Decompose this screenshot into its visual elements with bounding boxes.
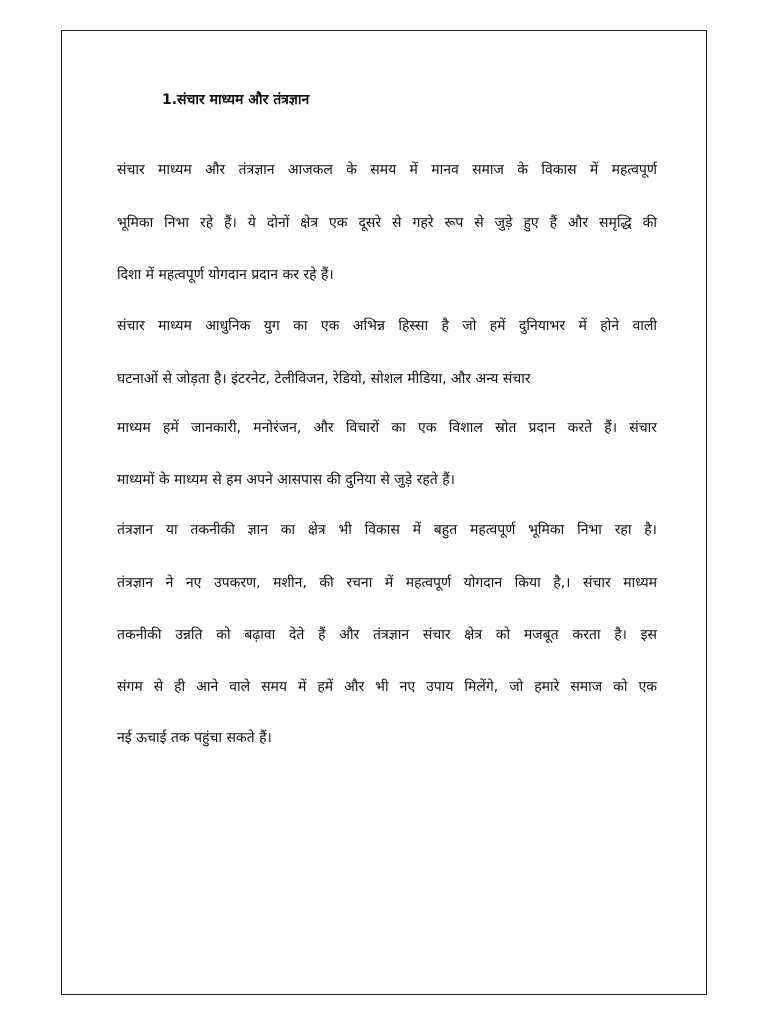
paragraph-line: तकनीकी उन्नति को बढ़ावा देते हैं और तंत्रज्ञान संचार क्षेत्र को मजबूत करता है। इस (117, 627, 657, 643)
paragraph-line: नई ऊचाई तक पहुंचा सकते हैं। (117, 730, 272, 746)
paragraph-line: तंत्रज्ञान या तकनीकी ज्ञान का क्षेत्र भी विकास में बहुत महत्वपूर्ण भूमिका निभा रहा है। (117, 522, 657, 538)
paragraph-line: भूमिका निभा रहे हैं। ये दोनों क्षेत्र एक दूसरे से गहरे रूप से जुड़े हुए हैं और समृद्धि की (117, 215, 657, 231)
paragraph-line: तंत्रज्ञान ने नए उपकरण, मशीन, की रचना में महत्वपूर्ण योगदान किया है,। संचार माध्यम (117, 575, 657, 591)
paragraph-line: घटनाओं से जोड़ता है। इंटरनेट, टेलीविजन, रेडियो, सोशल मीडिया, और अन्य संचार (117, 371, 531, 387)
paragraph-line: संचार माध्यम आधुनिक युग का एक अभिन्न हिस्सा है जो हमें दुनियाभर में होने वाली (117, 318, 657, 334)
paragraph-line: माध्यमों के माध्यम से हम अपने आसपास की दुनिया से जुड़े रहते हैं। (117, 472, 455, 488)
paragraph-line: दिशा में महत्वपूर्ण योगदान प्रदान कर रहे हैं। (117, 267, 334, 283)
page-title: 1.संचार माध्यम और तंत्रज्ञान (162, 92, 310, 108)
paragraph-line: माध्यम हमें जानकारी, मनोरंजन, और विचारों का एक विशाल स्रोत प्रदान करते हैं। संचार (117, 420, 657, 436)
paragraph-line: संचार माध्यम और तंत्रज्ञान आजकल के समय में मानव समाज के विकास में महत्वपूर्ण (117, 162, 657, 178)
paragraph-line: संगम से ही आने वाले समय में हमें और भी नए उपाय मिलेंगे, जो हमारे समाज को एक (117, 679, 657, 695)
